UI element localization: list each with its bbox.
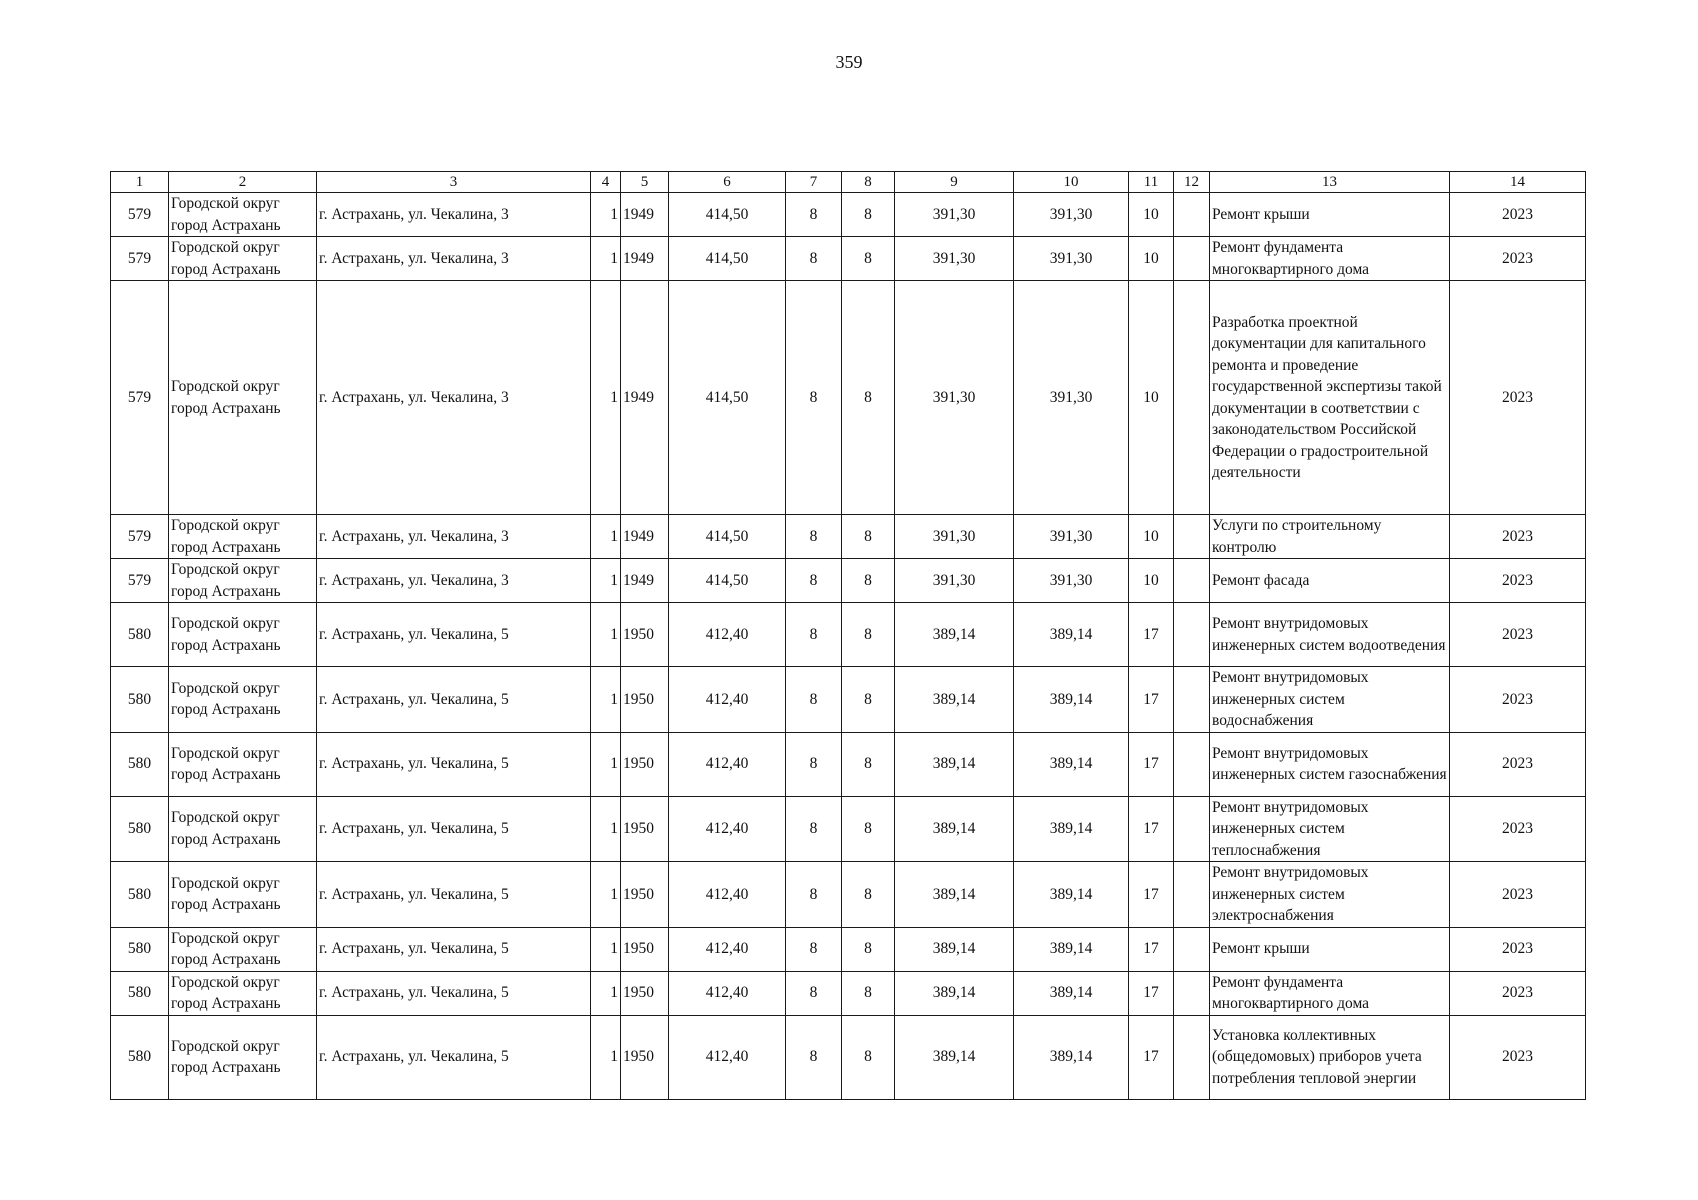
cell-col-7: 8 [786,281,842,515]
cell-work-type: Ремонт крыши [1210,193,1450,237]
cell-area-9: 389,14 [895,732,1014,796]
cell-total-area: 412,40 [669,732,786,796]
cell-total-area: 414,50 [669,237,786,281]
header-cell: 14 [1450,172,1586,193]
cell-col-11: 17 [1129,732,1174,796]
cell-col-11: 17 [1129,1015,1174,1099]
cell-col-7: 8 [786,603,842,667]
cell-work-type: Установка коллективных (общедомовых) приборов учета потребления тепловой энергии [1210,1015,1450,1099]
table-row [111,971,1586,1015]
cell-work-type: Ремонт внутридомовых инженерных систем теплоснабжения [1210,796,1450,862]
cell-address: г. Астрахань, ул. Чекалина, 3 [317,515,591,559]
cell-year-built: 1950 [621,603,669,667]
cell-work-type: Ремонт фундамента многоквартирного дома [1210,237,1450,281]
cell-municipality: Городской округ город Астрахань [169,603,317,667]
cell-municipality: Городской округ город Астрахань [169,862,317,928]
cell-address: г. Астрахань, ул. Чекалина, 3 [317,281,591,515]
table-row [111,559,1586,603]
cell-year-built: 1950 [621,796,669,862]
cell-area-10: 391,30 [1014,559,1129,603]
cell-col-7: 8 [786,971,842,1015]
cell-col-8: 8 [842,237,895,281]
cell-col-12 [1174,281,1210,515]
cell-col-12 [1174,1015,1210,1099]
table-row [111,862,1586,928]
cell-municipality: Городской округ город Астрахань [169,667,317,733]
cell-col-11: 10 [1129,237,1174,281]
cell-municipality: Городской округ город Астрахань [169,559,317,603]
cell-col-7: 8 [786,559,842,603]
cell-year-built: 1949 [621,281,669,515]
cell-area-10: 391,30 [1014,281,1129,515]
cell-col-4: 1 [591,237,621,281]
cell-row-number: 580 [111,667,169,733]
cell-address: г. Астрахань, ул. Чекалина, 3 [317,193,591,237]
table-row [111,237,1586,281]
cell-area-10: 391,30 [1014,237,1129,281]
header-cell: 4 [591,172,621,193]
cell-area-9: 391,30 [895,515,1014,559]
cell-area-10: 389,14 [1014,927,1129,971]
cell-year-planned: 2023 [1450,732,1586,796]
cell-year-planned: 2023 [1450,603,1586,667]
cell-area-10: 389,14 [1014,667,1129,733]
cell-col-12 [1174,732,1210,796]
cell-work-type: Ремонт фундамента многоквартирного дома [1210,971,1450,1015]
cell-col-12 [1174,559,1210,603]
cell-col-4: 1 [591,732,621,796]
cell-total-area: 414,50 [669,515,786,559]
cell-col-4: 1 [591,667,621,733]
cell-col-11: 17 [1129,971,1174,1015]
cell-col-8: 8 [842,281,895,515]
table-row [111,732,1586,796]
cell-col-12 [1174,862,1210,928]
cell-year-planned: 2023 [1450,927,1586,971]
cell-area-9: 391,30 [895,193,1014,237]
cell-col-12 [1174,796,1210,862]
cell-col-12 [1174,603,1210,667]
cell-area-10: 389,14 [1014,971,1129,1015]
cell-col-11: 17 [1129,667,1174,733]
cell-col-8: 8 [842,927,895,971]
cell-address: г. Астрахань, ул. Чекалина, 5 [317,667,591,733]
cell-total-area: 412,40 [669,667,786,733]
cell-col-7: 8 [786,1015,842,1099]
cell-area-10: 391,30 [1014,193,1129,237]
page-number: 359 [835,52,863,72]
header-cell: 10 [1014,172,1129,193]
cell-row-number: 579 [111,559,169,603]
cell-work-type: Разработка проектной документации для капитального ремонта и проведение государственной экспертизы такой документации в соответствии с законодательством Российской Федерации о градостроительной деятельности [1210,281,1450,515]
cell-year-planned: 2023 [1450,237,1586,281]
cell-area-9: 389,14 [895,862,1014,928]
cell-col-4: 1 [591,515,621,559]
cell-row-number: 579 [111,281,169,515]
cell-work-type: Ремонт внутридомовых инженерных систем водоотведения [1210,603,1450,667]
cell-col-11: 10 [1129,515,1174,559]
cell-col-4: 1 [591,559,621,603]
cell-year-built: 1949 [621,515,669,559]
cell-row-number: 579 [111,515,169,559]
cell-col-7: 8 [786,515,842,559]
cell-work-type: Ремонт крыши [1210,927,1450,971]
cell-col-8: 8 [842,193,895,237]
cell-total-area: 412,40 [669,927,786,971]
cell-col-7: 8 [786,796,842,862]
cell-col-11: 10 [1129,559,1174,603]
table-row [111,667,1586,733]
cell-row-number: 579 [111,193,169,237]
table-row [111,1015,1586,1099]
cell-area-10: 389,14 [1014,732,1129,796]
cell-col-7: 8 [786,193,842,237]
cell-col-8: 8 [842,515,895,559]
cell-col-8: 8 [842,971,895,1015]
cell-year-built: 1950 [621,667,669,733]
cell-row-number: 580 [111,603,169,667]
cell-col-8: 8 [842,796,895,862]
cell-total-area: 412,40 [669,971,786,1015]
cell-municipality: Городской округ город Астрахань [169,237,317,281]
cell-total-area: 414,50 [669,559,786,603]
cell-area-10: 389,14 [1014,796,1129,862]
header-cell: 7 [786,172,842,193]
cell-row-number: 579 [111,237,169,281]
cell-col-11: 17 [1129,796,1174,862]
header-cell: 13 [1210,172,1450,193]
cell-municipality: Городской округ город Астрахань [169,1015,317,1099]
cell-total-area: 412,40 [669,796,786,862]
cell-year-planned: 2023 [1450,1015,1586,1099]
cell-total-area: 412,40 [669,862,786,928]
cell-col-4: 1 [591,281,621,515]
cell-col-7: 8 [786,862,842,928]
cell-year-built: 1949 [621,237,669,281]
cell-row-number: 580 [111,1015,169,1099]
cell-work-type: Ремонт внутридомовых инженерных систем газоснабжения [1210,732,1450,796]
cell-area-10: 391,30 [1014,515,1129,559]
cell-col-12 [1174,667,1210,733]
cell-col-8: 8 [842,603,895,667]
cell-year-built: 1950 [621,862,669,928]
cell-address: г. Астрахань, ул. Чекалина, 3 [317,237,591,281]
cell-municipality: Городской округ город Астрахань [169,281,317,515]
register-table [110,171,1586,1100]
cell-year-built: 1950 [621,971,669,1015]
cell-area-9: 389,14 [895,1015,1014,1099]
cell-area-9: 391,30 [895,559,1014,603]
cell-col-12 [1174,193,1210,237]
cell-address: г. Астрахань, ул. Чекалина, 5 [317,796,591,862]
table-row [111,281,1586,515]
cell-col-12 [1174,971,1210,1015]
header-cell: 12 [1174,172,1210,193]
header-cell: 2 [169,172,317,193]
cell-area-9: 391,30 [895,281,1014,515]
cell-total-area: 412,40 [669,603,786,667]
cell-address: г. Астрахань, ул. Чекалина, 5 [317,927,591,971]
header-cell: 9 [895,172,1014,193]
cell-col-11: 10 [1129,281,1174,515]
cell-year-planned: 2023 [1450,862,1586,928]
cell-col-4: 1 [591,1015,621,1099]
table-row [111,515,1586,559]
cell-col-4: 1 [591,603,621,667]
table-row [111,796,1586,862]
cell-year-planned: 2023 [1450,667,1586,733]
cell-municipality: Городской округ город Астрахань [169,515,317,559]
header-cell: 6 [669,172,786,193]
table-row [111,927,1586,971]
cell-year-built: 1949 [621,559,669,603]
cell-municipality: Городской округ город Астрахань [169,796,317,862]
cell-col-4: 1 [591,796,621,862]
cell-work-type: Ремонт внутридомовых инженерных систем электроснабжения [1210,862,1450,928]
cell-address: г. Астрахань, ул. Чекалина, 5 [317,603,591,667]
cell-col-11: 17 [1129,862,1174,928]
cell-row-number: 580 [111,927,169,971]
cell-area-9: 389,14 [895,667,1014,733]
cell-col-12 [1174,237,1210,281]
cell-col-8: 8 [842,862,895,928]
cell-col-7: 8 [786,732,842,796]
header-cell: 1 [111,172,169,193]
cell-col-4: 1 [591,927,621,971]
cell-col-11: 17 [1129,927,1174,971]
cell-col-4: 1 [591,193,621,237]
cell-col-4: 1 [591,862,621,928]
cell-total-area: 414,50 [669,281,786,515]
table-row [111,603,1586,667]
header-cell: 5 [621,172,669,193]
cell-address: г. Астрахань, ул. Чекалина, 3 [317,559,591,603]
cell-address: г. Астрахань, ул. Чекалина, 5 [317,732,591,796]
cell-col-4: 1 [591,971,621,1015]
cell-row-number: 580 [111,732,169,796]
cell-year-built: 1950 [621,732,669,796]
cell-col-8: 8 [842,1015,895,1099]
table-body [111,172,1586,1100]
cell-municipality: Городской округ город Астрахань [169,927,317,971]
cell-year-planned: 2023 [1450,971,1586,1015]
cell-area-10: 389,14 [1014,603,1129,667]
cell-municipality: Городской округ город Астрахань [169,193,317,237]
cell-row-number: 580 [111,862,169,928]
cell-municipality: Городской округ город Астрахань [169,971,317,1015]
cell-col-8: 8 [842,559,895,603]
cell-address: г. Астрахань, ул. Чекалина, 5 [317,862,591,928]
cell-row-number: 580 [111,796,169,862]
cell-municipality: Городской округ город Астрахань [169,732,317,796]
cell-area-9: 389,14 [895,603,1014,667]
cell-year-planned: 2023 [1450,796,1586,862]
cell-area-9: 391,30 [895,237,1014,281]
cell-col-12 [1174,515,1210,559]
cell-area-9: 389,14 [895,971,1014,1015]
cell-work-type: Ремонт внутридомовых инженерных систем водоснабжения [1210,667,1450,733]
cell-area-10: 389,14 [1014,862,1129,928]
cell-year-planned: 2023 [1450,281,1586,515]
cell-col-11: 17 [1129,603,1174,667]
cell-area-9: 389,14 [895,927,1014,971]
cell-year-built: 1950 [621,927,669,971]
cell-address: г. Астрахань, ул. Чекалина, 5 [317,971,591,1015]
header-cell: 3 [317,172,591,193]
cell-work-type: Ремонт фасада [1210,559,1450,603]
cell-year-planned: 2023 [1450,193,1586,237]
header-cell: 11 [1129,172,1174,193]
cell-area-10: 389,14 [1014,1015,1129,1099]
cell-work-type: Услуги по строительному контролю [1210,515,1450,559]
cell-year-planned: 2023 [1450,559,1586,603]
cell-total-area: 414,50 [669,193,786,237]
header-cell: 8 [842,172,895,193]
cell-col-8: 8 [842,667,895,733]
cell-address: г. Астрахань, ул. Чекалина, 5 [317,1015,591,1099]
cell-total-area: 412,40 [669,1015,786,1099]
cell-col-7: 8 [786,237,842,281]
cell-col-7: 8 [786,667,842,733]
cell-year-planned: 2023 [1450,515,1586,559]
header-row [111,172,1586,193]
cell-col-8: 8 [842,732,895,796]
cell-year-built: 1950 [621,1015,669,1099]
cell-year-built: 1949 [621,193,669,237]
cell-row-number: 580 [111,971,169,1015]
cell-col-12 [1174,927,1210,971]
cell-col-7: 8 [786,927,842,971]
cell-col-11: 10 [1129,193,1174,237]
table-row [111,193,1586,237]
cell-area-9: 389,14 [895,796,1014,862]
